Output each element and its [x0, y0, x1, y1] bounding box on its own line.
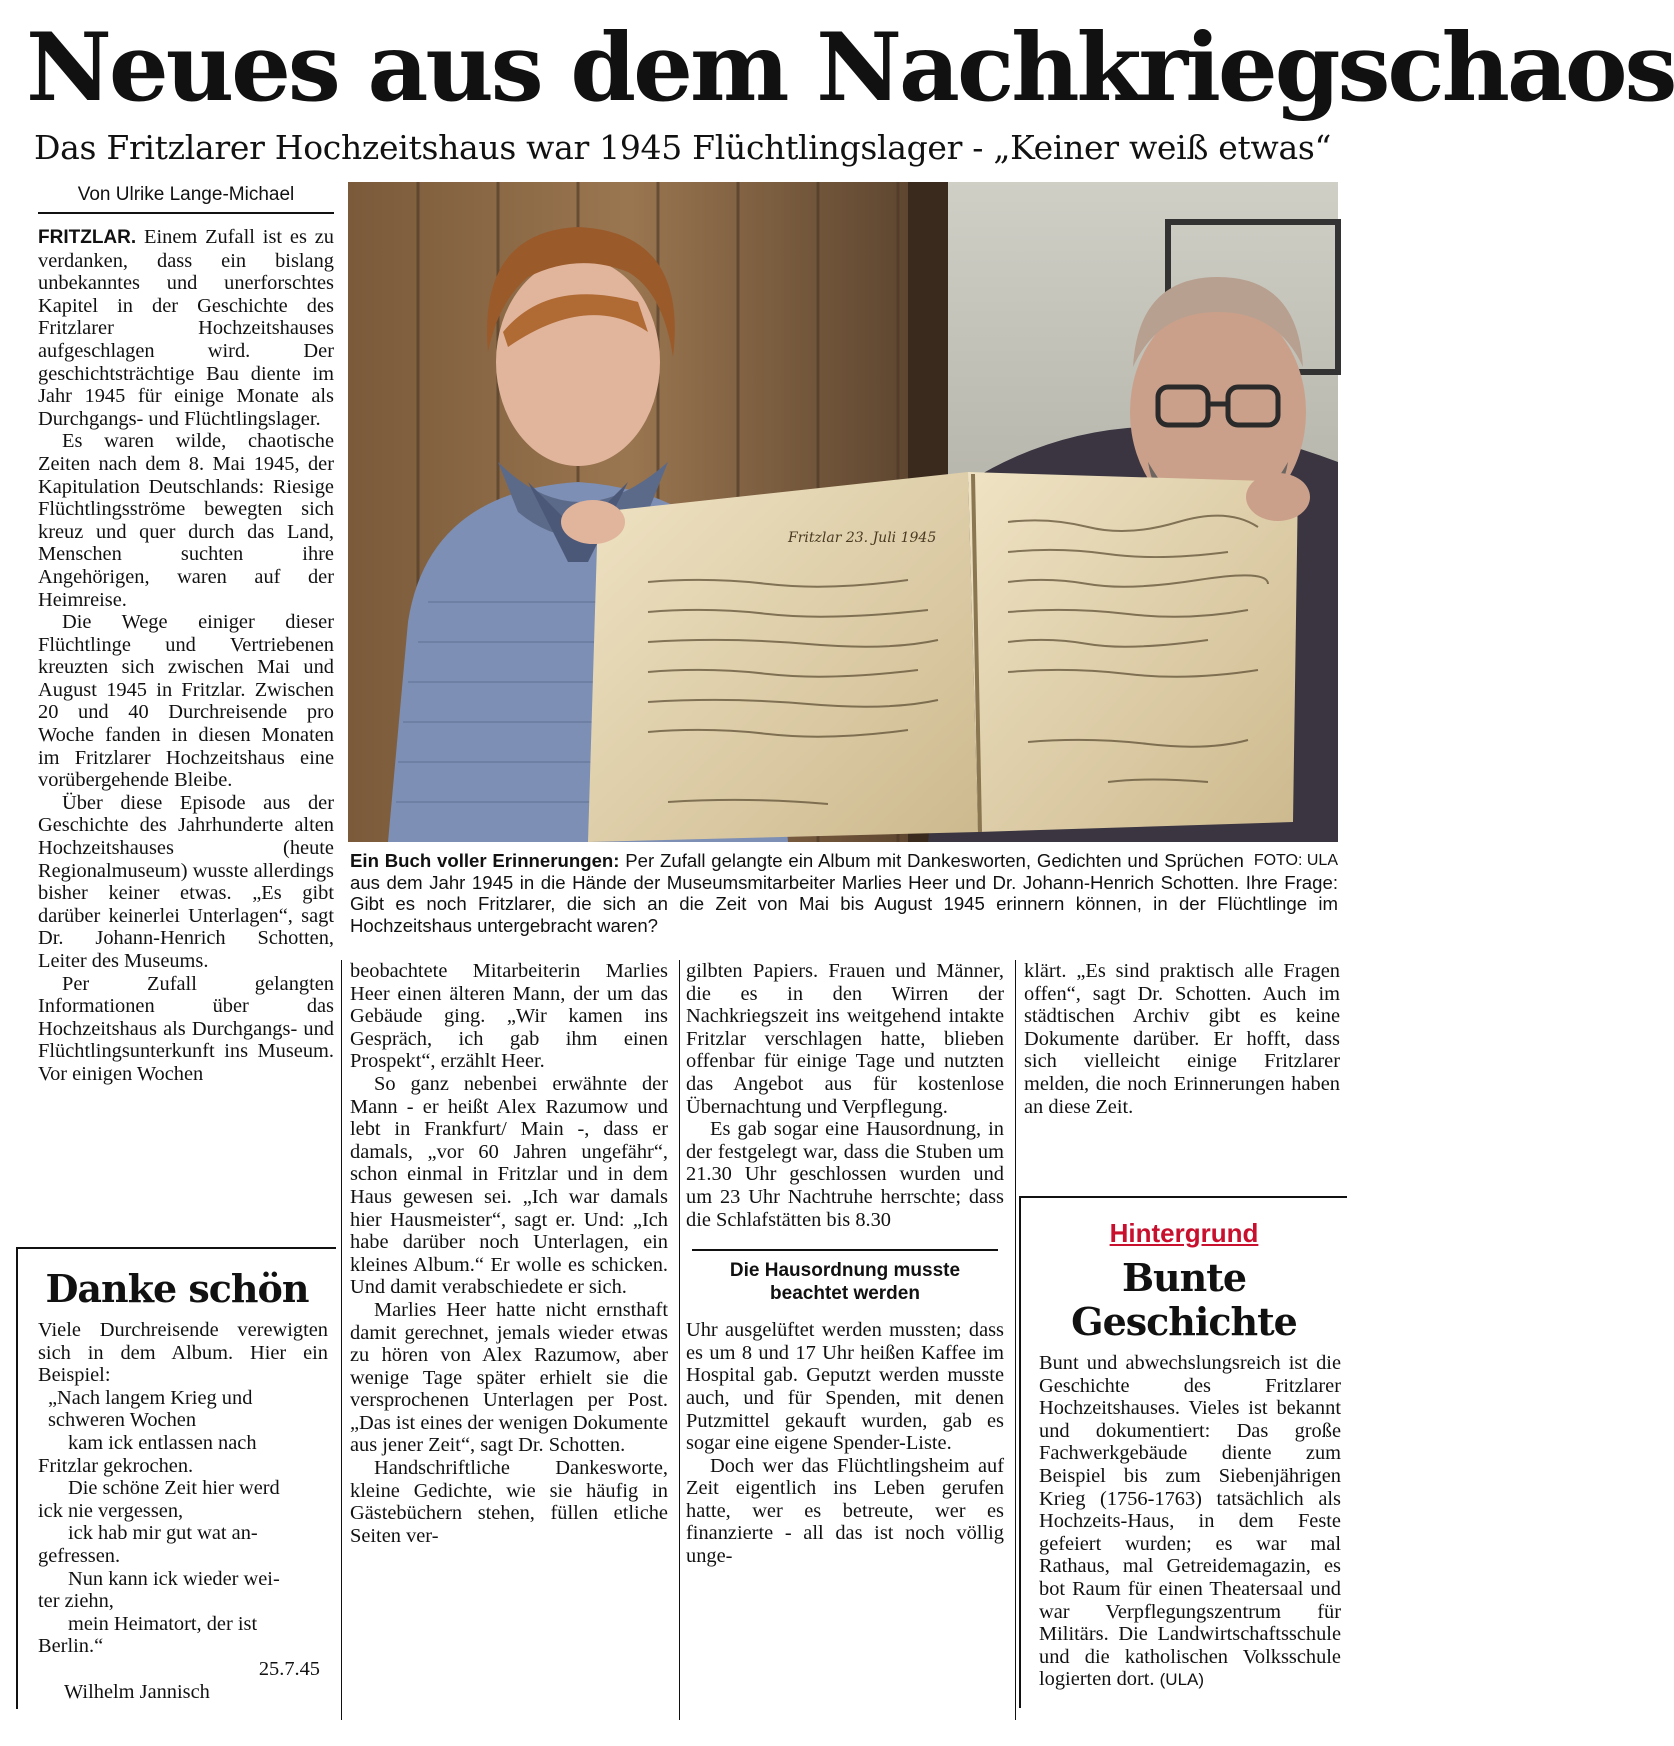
- poem-line: Berlin.“: [38, 1635, 104, 1658]
- poem-line: ick nie vergessen,: [38, 1499, 184, 1522]
- poem-line: „Nach langem Krieg und: [48, 1386, 253, 1409]
- col3-paragraph-2: Es gab sogar eine Hausordnung, in der festgelegt war, dass die Stuben um 21.30 Uhr geschlossen wurden und um 23 Uhr Nachtruhe herrschte; dass die Schlafstätten bis 8.30: [686, 1118, 1004, 1231]
- col3-paragraph-4: Doch wer das Flüchtlingsheim auf Zeit eigentlich ins Leben gerufen hatte, wer es betreute, wer es finanzierte - all das ist noch völlig unge-: [686, 1454, 1004, 1568]
- hintergrund-credit: (ULA): [1159, 1670, 1205, 1690]
- photo-illustration: [348, 182, 1338, 842]
- col1-paragraph-5: Per Zufall gelangten Informationen über das Hochzeitshaus als Durchgangs- und Flüchtlingsunterkunft ins Museum. Vor einigen Wochen: [38, 972, 334, 1085]
- col1-paragraph-1: [38, 226, 334, 430]
- photo-credit: FOTO: ULA: [1253, 852, 1338, 869]
- col2-paragraph-4: Handschriftliche Dankesworte, kleine Gedichte, wie sie häufig in Gästebüchern stehen, füllen etliche Seiten ver-: [350, 1457, 668, 1547]
- column-rule-1: [341, 960, 342, 1720]
- poem-signature: Wilhelm Jannisch: [64, 1680, 210, 1703]
- col2-paragraph-2: So ganz nebenbei erwähnte der Mann - er heißt Alex Razumow und lebt in Frankfurt/ Main -, dass er damals, „vor 60 Jahren ungefähr“, schon einmal in Fritzlar und in dem Haus gewesen sei. „Ich war damals hier Hausmeister“, sagt er. Und: „Ich habe darüber noch Unterlagen, ein kleines Album.“ Er wolle es schicken. Und damit verabschiedete er sich.: [350, 1072, 668, 1299]
- photo-caption: [350, 850, 1338, 936]
- hintergrund-title: Bunte Geschichte: [1071, 1255, 1297, 1344]
- col1-paragraph-2: Es waren wilde, chaotische Zeiten nach dem 8. Mai 1945, der Kapitulation Deutschlands: Riesige Flüchtlingsströme bewegten sich kreuz und quer durch das Land, Menschen suchten ihre Angehörigen, waren auf der Heimreise.: [38, 430, 334, 611]
- poem-line: kam ick entlassen nach: [68, 1431, 257, 1454]
- section-subheading: Die Hausordnung musste beachtet werden: [692, 1249, 998, 1305]
- column-4: [1024, 960, 1340, 1118]
- poem-date: 25.7.45: [258, 1657, 320, 1680]
- poem-line: mein Heimatort, der ist: [68, 1612, 258, 1635]
- poem-line: Fritzlar gekrochen.: [38, 1454, 194, 1477]
- col1-paragraph-4: Über diese Episode aus der Geschichte des Jahrhunderte alten Hochzeitshauses (heute Regionalmuseum) wusste allerdings bisher keiner etwas. „Es gibt darüber keinerlei Unterlagen“, sagt Dr. Johann-Henrich Schotten, Leiter des Museums.: [38, 791, 334, 972]
- column-3: [686, 960, 1004, 1568]
- caption-text: Per Zufall gelangte ein Album mit Dankesworten, Gedichten und Sprüchen aus dem Jahr 1945 in die Hände der Museumsmitarbeiter Marlies Heer und Dr. Johann-Henrich Schotten. Ihre Frage: Gibt es noch Fritzlarer, die sich an die Zeit von Mai bis August 1945 erinnern können, in der Flüchtlinge im Hochzeitshaus untergebracht waren?: [350, 850, 1338, 936]
- danke-title: Danke schön: [45, 1266, 309, 1311]
- column-rule-3: [1015, 960, 1016, 1720]
- poem-line: schweren Wochen: [48, 1409, 197, 1432]
- column-2: [350, 960, 668, 1547]
- caption-lead: Ein Buch voller Erinnerungen:: [350, 850, 620, 871]
- subheadline: Das Fritzlarer Hochzeitshaus war 1945 Flüchtlingslager - „Keiner weiß etwas“: [34, 128, 1332, 167]
- dateline: FRITZLAR.: [38, 227, 137, 248]
- poem-line: Die schöne Zeit hier werd: [68, 1477, 280, 1500]
- headline: Neues aus dem Nachkriegschaos: [26, 13, 1674, 123]
- poem-line: ter ziehn,: [38, 1590, 114, 1613]
- column-1: [38, 226, 334, 1086]
- danke-box: [16, 1247, 336, 1709]
- book-left-heading: Fritzlar 23. Juli 1945: [788, 530, 937, 546]
- danke-poem: [18, 1387, 336, 1703]
- poem-line: Nun kann ick wieder wei-: [68, 1567, 280, 1590]
- byline: Von Ulrike Lange-Michael: [38, 182, 334, 214]
- hintergrund-kicker: Hintergrund: [1109, 1218, 1259, 1248]
- col3-paragraph-1: gilbten Papiers. Frauen und Männer, die es in den Wirren der Nachkriegszeit ins weitgehend intakte Fritzlar verschlagen hatte, blieben offenbar für einige Tage und nutzten das Angebot aus für kostenlose Übernachtung und Verpflegung.: [686, 960, 1004, 1118]
- col2-paragraph-1: beobachtete Mitarbeiterin Marlies Heer einen älteren Mann, der um das Gebäude ging. „Wir kamen ins Gespräch, ich gab ihm einen Prospekt“, erzählt Heer.: [350, 960, 668, 1073]
- hintergrund-body: Bunt und abwechslungsreich ist die Geschichte des Fritzlarer Hochzeitshauses. Vieles ist bekannt und dokumentiert: Das große Fachwerkgebäude diente zum Beispiel bis zum Siebenjährigen Krieg (1756-1763) tatsächlich als Hochzeits-Haus, in dem Feste gefeiert wurden; es war mal Rathaus, mal Getreidemagazin, es bot Raum für einen Theatersaal und war Verpflegungszentrum für Militärs. Die Landwirtschaftsschule und die katholischen Volksschule logierten dort.: [1039, 1352, 1341, 1691]
- poem-line: ick hab mir gut wat an-: [68, 1522, 258, 1545]
- hintergrund-text: [1021, 1352, 1347, 1692]
- article-photo: [348, 182, 1338, 842]
- column-rule-2: [679, 960, 680, 1720]
- col2-paragraph-3: Marlies Heer hatte nicht ernsthaft damit gerechnet, jemals wieder etwas zu hören von Alex Razumow, aber wenige Tage später erhielt sie die versprochenen Unterlagen per Post. „Das ist eines der wenigen Dokumente aus jener Zeit“, sagt Dr. Schotten.: [350, 1298, 668, 1457]
- col1-paragraph-3: Die Wege einiger dieser Flüchtlinge und Vertriebenen kreuzten sich zwischen Mai und August 1945 in Fritzlar. Zwischen 20 und 40 Durchreisende pro Woche fanden in diesen Monaten im Fritzlarer Hochzeitshaus eine vorübergehende Bleibe.: [38, 611, 334, 792]
- col4-paragraph-1: klärt. „Es sind praktisch alle Fragen offen“, sagt Dr. Schotten. Auch im städtischen Archiv gibt es keine Dokumente darüber. Er hofft, dass sich vielleicht einige Fritzlarer melden, die noch Erinnerungen haben an diese Zeit.: [1024, 960, 1340, 1118]
- col1-p1-text: Einem Zufall ist es zu verdanken, dass ein bislang unbekanntes und unerforschtes Kapitel in der Geschichte des Fritzlarer Hochzeitshauses aufgeschlagen wird. Der geschichtsträchtige Bau diente im Jahr 1945 für einige Monate als Durchgangs- und Flüchtlingslager.: [38, 226, 334, 430]
- hintergrund-box: [1019, 1196, 1347, 1708]
- poem-line: gefressen.: [38, 1544, 121, 1567]
- danke-intro: Viele Durchreisende verewigten sich in dem Album. Hier ein Beispiel:: [38, 1319, 328, 1387]
- col3-paragraph-3: Uhr ausgelüftet werden mussten; dass es um 8 und 17 Uhr heißen Kaffee im Hospital gab. Geputzt werden musste auch, und für Spenden, mit denen Putzmittel gekauft wurden, gab es sogar eine eigene Spender-Liste.: [686, 1319, 1004, 1455]
